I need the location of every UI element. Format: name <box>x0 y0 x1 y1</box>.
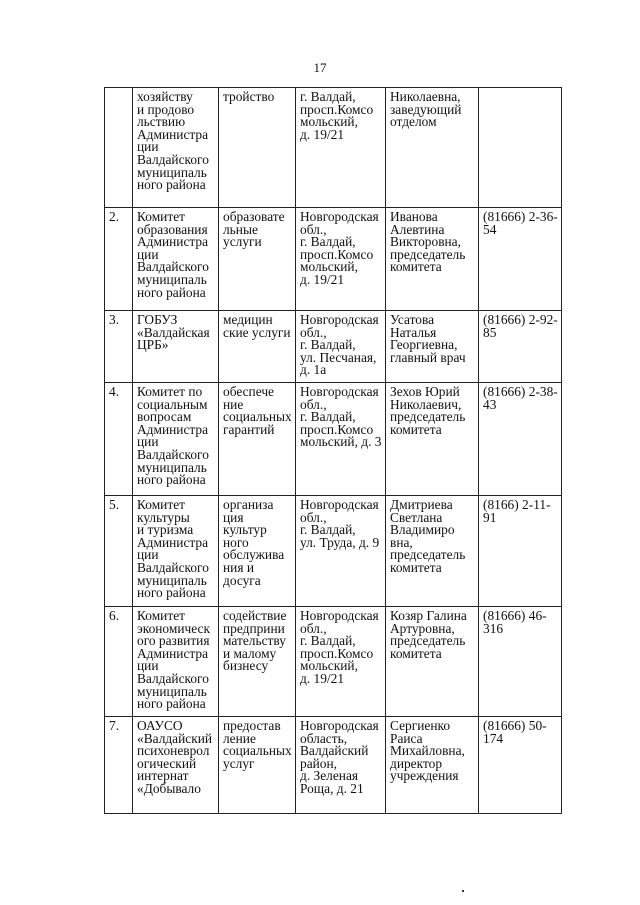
head-cell: Сергиенко Раиса Михайловна, директор учреждения <box>386 717 479 814</box>
address-cell: Новгородская обл., г. Валдай, ул. Песчаная, д. 1а <box>296 311 386 383</box>
phone-cell <box>479 88 562 208</box>
organizations-table <box>104 87 562 814</box>
head-cell: Дмитриева Светлана Владимиро вна, председатель комитета <box>386 496 479 607</box>
phone-cell: (81666) 2-36-54 <box>479 208 562 311</box>
organization-name-cell: Комитет культуры и туризма Администра ции Валдайского муниципаль ного района <box>133 496 219 607</box>
service-cell: содействие предприни мательству и малому бизнесу <box>219 607 296 717</box>
organization-name-cell: Комитет по социальным вопросам Администра ции Валдайского муниципаль ного района <box>133 383 219 496</box>
head-cell: Усатова Наталья Георгиевна, главный врач <box>386 311 479 383</box>
address-cell: г. Валдай, просп.Комсо мольский, д. 19/21 <box>296 88 386 208</box>
phone-cell: (81666) 2-38-43 <box>479 383 562 496</box>
row-number-cell <box>105 88 133 208</box>
table-row <box>105 311 562 383</box>
head-cell: Козяр Галина Артуровна, председатель комитета <box>386 607 479 717</box>
row-number-cell: 6. <box>105 607 133 717</box>
organization-name-cell: Комитет экономическ ого развития Администра ции Валдайского муниципаль ного района <box>133 607 219 717</box>
table-row <box>105 88 562 208</box>
organization-name-cell: ОАУСО «Валдайский психоневрол огический интернат «Добывало <box>133 717 219 814</box>
service-cell: организа ция культур ного обслужива ния и досуга <box>219 496 296 607</box>
address-cell: Новгородская область, Валдайский район, д. Зеленая Роща, д. 21 <box>296 717 386 814</box>
service-cell: предостав ление социальных услуг <box>219 717 296 814</box>
organization-name-cell: Комитет образования Администра ции Валдайского муниципаль ного района <box>133 208 219 311</box>
service-cell: образовате льные услуги <box>219 208 296 311</box>
address-cell: Новгородская обл., г. Валдай, ул. Труда, д. 9 <box>296 496 386 607</box>
phone-cell: (81666) 2-92-85 <box>479 311 562 383</box>
organization-name-cell: ГОБУЗ «Валдайская ЦРБ» <box>133 311 219 383</box>
table-row <box>105 496 562 607</box>
phone-cell: (81666) 50-174 <box>479 717 562 814</box>
table-row <box>105 607 562 717</box>
address-cell: Новгородская обл., г. Валдай, просп.Комсо мольский, д. 19/21 <box>296 208 386 311</box>
row-number-cell: 7. <box>105 717 133 814</box>
service-cell: обеспече ние социальных гарантий <box>219 383 296 496</box>
table-row <box>105 383 562 496</box>
head-cell: Николаевна, заведующий отделом <box>386 88 479 208</box>
row-number-cell: 3. <box>105 311 133 383</box>
service-cell: медицин ские услуги <box>219 311 296 383</box>
head-cell: Зехов Юрий Николаевич, председатель комитета <box>386 383 479 496</box>
phone-cell: (81666) 46-316 <box>479 607 562 717</box>
address-cell: Новгородская обл., г. Валдай, просп.Комсо мольский, д. 3 <box>296 383 386 496</box>
scan-speck <box>462 890 464 892</box>
head-cell: Иванова Алевтина Викторовна, председатель комитета <box>386 208 479 311</box>
service-cell: тройство <box>219 88 296 208</box>
address-cell: Новгородская обл., г. Валдай, просп.Комсо мольский, д. 19/21 <box>296 607 386 717</box>
row-number-cell: 2. <box>105 208 133 311</box>
page-number: 17 <box>313 60 327 75</box>
row-number-cell: 4. <box>105 383 133 496</box>
organization-name-cell: хозяйству и продово льствию Администра ции Валдайского муниципаль ного района <box>133 88 219 208</box>
phone-cell: (8166) 2-11-91 <box>479 496 562 607</box>
row-number-cell: 5. <box>105 496 133 607</box>
table-row <box>105 717 562 814</box>
table-row <box>105 208 562 311</box>
